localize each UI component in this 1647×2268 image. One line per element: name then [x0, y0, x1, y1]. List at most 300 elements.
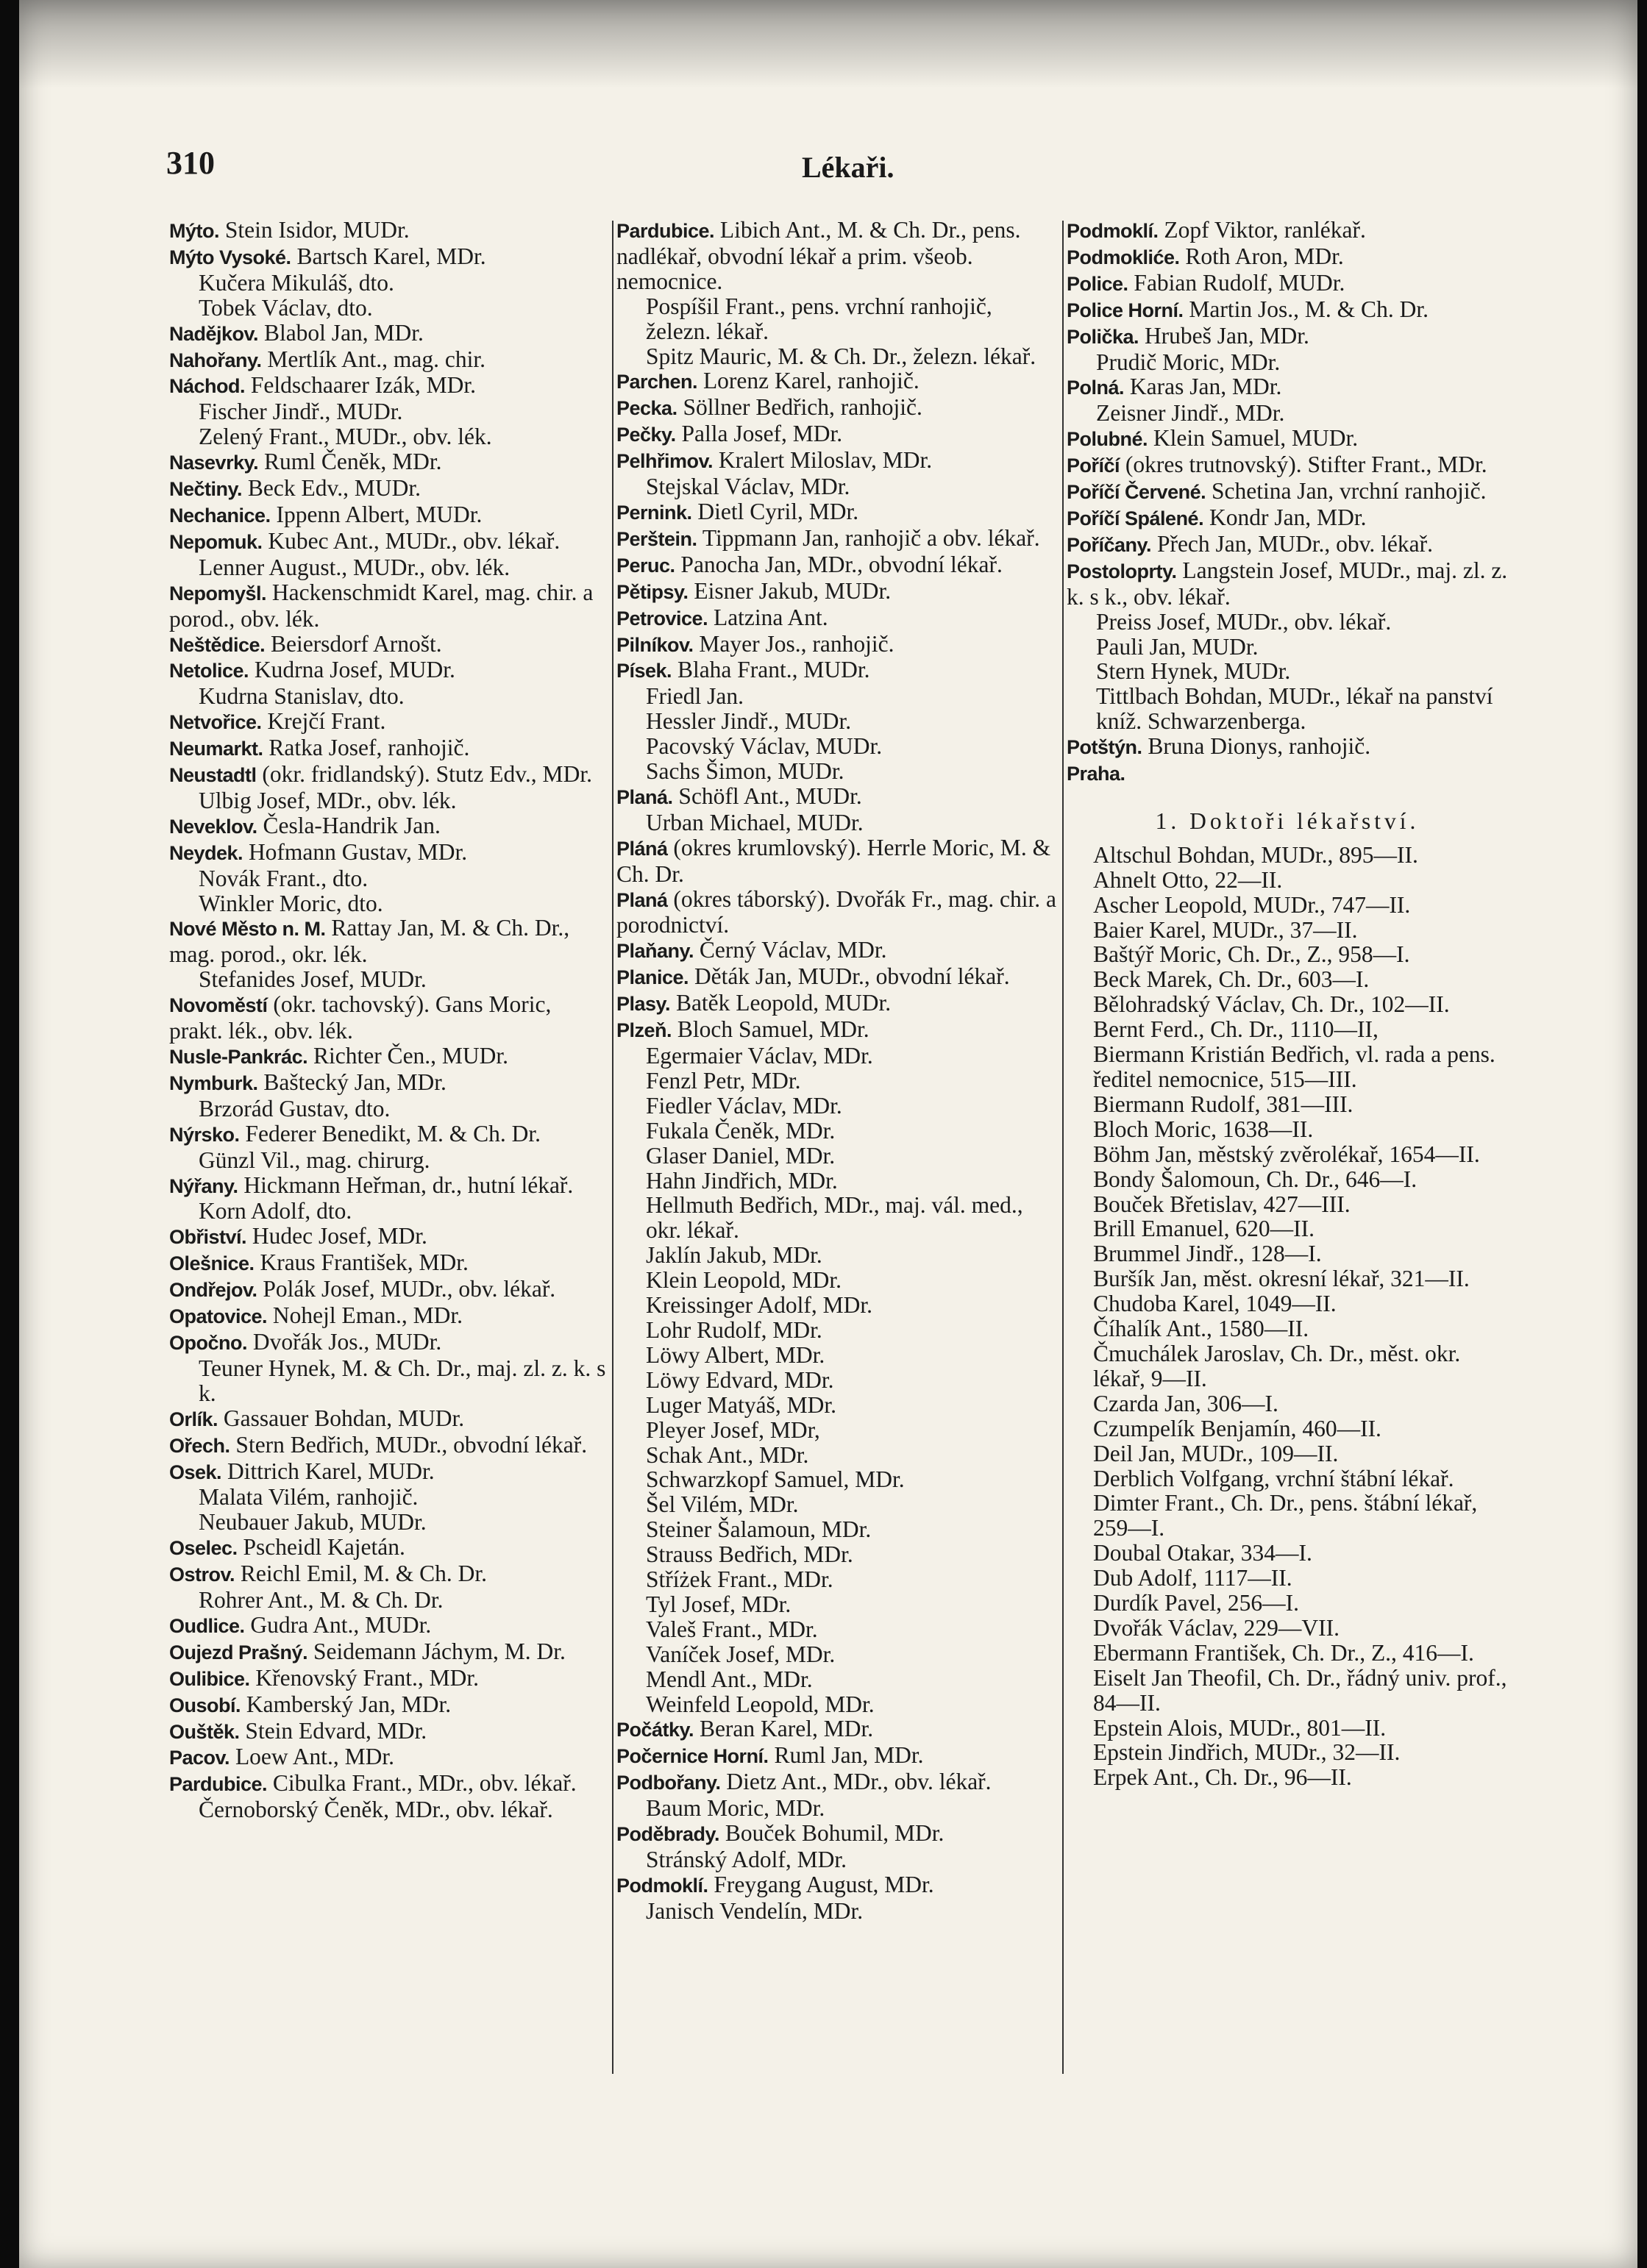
entry-text: (okr. fridlandský). Stutz Edv., MDr.	[262, 761, 592, 788]
entry-text: Zelený Frant., MUDr., obv. lék.	[199, 424, 492, 450]
entry-text: Schak Ant., MDr.	[646, 1441, 809, 1468]
place-name: Pelhřimov.	[616, 450, 714, 473]
place-name: Podmoklí.	[1067, 220, 1159, 242]
directory-entry	[1067, 479, 1508, 505]
directory-entry	[616, 709, 1058, 734]
entry-text: (okr. tachovský). Gans Moric, prakt. lék., obv. lék.	[169, 991, 552, 1044]
entry-text: Brzorád Gustav, dto.	[199, 1095, 391, 1121]
praha-entry: Bělohradský Václav, Ch. Dr., 102—II.	[1093, 991, 1450, 1018]
entry-text: (okres trutnovský). Stifter Frant., MDr.	[1125, 452, 1487, 478]
place-name: Plzeň.	[616, 1019, 672, 1042]
praha-entry: Ascher Leopold, MUDr., 747—II.	[1093, 891, 1411, 918]
entry-text: Freygang August, MDr.	[714, 1871, 934, 1897]
directory-entry	[616, 1169, 1058, 1194]
entry-text: Pospíšil Frant., pens. vrchní ranhojič, železn. lékař.	[646, 293, 992, 344]
entry-text: Pauli Jan, MUDr.	[1096, 633, 1259, 660]
directory-entry	[616, 421, 1058, 448]
directory-entry	[616, 784, 1058, 810]
place-name: Nasevrky.	[169, 452, 259, 474]
praha-entry: Epstein Alois, MUDr., 801—II.	[1093, 1714, 1387, 1741]
praha-entry: Chudoba Karel, 1049—II.	[1093, 1291, 1337, 1317]
praha-entry: Erpek Ant., Ch. Dr., 96—II.	[1093, 1764, 1352, 1791]
directory-entry	[169, 1250, 608, 1277]
column-divider	[1062, 221, 1064, 2074]
entry-text: Friedl Jan.	[646, 683, 744, 710]
directory-entry	[616, 1418, 1058, 1443]
place-name: Olešnice.	[169, 1252, 255, 1275]
entry-text: Nohejl Eman., MDr.	[272, 1302, 463, 1329]
entry-text: Zeisner Jindř., MDr.	[1096, 400, 1285, 427]
directory-entry	[616, 1268, 1058, 1293]
entry-text: Löwy Albert, MDr.	[646, 1341, 825, 1368]
directory-entry	[616, 1796, 1058, 1821]
directory-entry	[1067, 659, 1508, 684]
directory-entry	[1067, 684, 1508, 734]
directory-entry	[616, 526, 1058, 552]
directory-entry	[616, 1318, 1058, 1343]
directory-entry	[616, 1642, 1058, 1667]
place-name: Oulibice.	[169, 1667, 250, 1690]
entry-text: Bloch Samuel, MDr.	[677, 1016, 869, 1043]
place-name: Oudlice.	[169, 1614, 245, 1637]
place-name: Pláná	[616, 837, 668, 860]
praha-entry: Altschul Bohdan, MUDr., 895—II.	[1093, 841, 1418, 868]
place-name: Podmokliće.	[1067, 246, 1180, 268]
directory-entry	[169, 1797, 608, 1822]
directory-entry	[1067, 297, 1508, 324]
entry-text: Pacovský Václav, MUDr.	[646, 733, 883, 760]
directory-entry	[169, 271, 608, 296]
directory-entry	[169, 1744, 608, 1771]
directory-entry	[169, 632, 608, 658]
place-name: Praha.	[1067, 763, 1125, 785]
directory-entry	[616, 294, 1058, 344]
directory-entry	[616, 1017, 1058, 1044]
directory-entry	[169, 1535, 608, 1561]
entry-text: Baum Moric, MDr.	[646, 1795, 825, 1822]
directory-entry	[169, 788, 608, 813]
directory-entry	[616, 810, 1058, 835]
directory-entry	[616, 1769, 1058, 1796]
place-name: Neveklov.	[169, 815, 257, 838]
directory-entry	[1067, 244, 1508, 271]
place-name: Mýto Vysoké.	[169, 246, 291, 268]
directory-entry	[169, 813, 608, 840]
place-name: Podmoklí.	[616, 1874, 708, 1897]
praha-entry: Biermann Rudolf, 381—III.	[1093, 1091, 1353, 1117]
place-name: Pětipsy.	[616, 580, 689, 603]
place-name: Polička.	[1067, 325, 1139, 348]
directory-entry	[169, 1303, 608, 1330]
section-heading: 1. Doktoři lékařství.	[1155, 807, 1420, 834]
praha-entry: Baštýř Moric, Ch. Dr., Z., 958—I.	[1093, 941, 1410, 968]
entry-text: Schöfl Ant., MUDr.	[678, 782, 862, 809]
place-name: Nečtiny.	[169, 478, 243, 501]
entry-text: Dittrich Karel, MUDr.	[227, 1458, 435, 1484]
place-name: Nusle-Pankrác.	[169, 1046, 308, 1068]
directory-entry	[169, 555, 608, 580]
place-name: Neumarkt.	[169, 738, 263, 760]
praha-entry: Ebermann František, Ch. Dr., Z., 416—I.	[1093, 1639, 1474, 1666]
directory-entry	[616, 1692, 1058, 1717]
place-name: Pečky.	[616, 424, 676, 446]
entry-text: Stern Bedřich, MUDr., obvodní lékař.	[235, 1431, 588, 1458]
directory-entry	[169, 1044, 608, 1070]
entry-text: Feldschaarer Izák, MDr.	[250, 372, 477, 399]
entry-text: Panocha Jan, MDr., obvodní lékař.	[680, 551, 1003, 577]
directory-entry	[616, 1617, 1058, 1642]
directory-entry	[169, 1148, 608, 1173]
directory-entry	[616, 1743, 1058, 1769]
praha-entry: Biermann Kristián Bedřich, vl. rada a pens. ředitel nemocnice, 515—III.	[1093, 1041, 1495, 1092]
directory-entry	[169, 1121, 608, 1148]
place-name: Planá	[616, 888, 668, 911]
directory-entry	[169, 1173, 608, 1199]
entry-text: Fischer Jindř., MUDr.	[199, 399, 403, 425]
praha-entry: Deil Jan, MUDr., 109—II.	[1093, 1440, 1339, 1466]
directory-entry	[169, 967, 608, 992]
directory-entry	[169, 1692, 608, 1719]
place-name: Nechanice.	[169, 504, 271, 527]
directory-entry	[1067, 350, 1508, 375]
directory-entry	[616, 499, 1058, 526]
entry-text: Rattay Jan, M. & Ch. Dr., mag. porod., okr. lék.	[169, 915, 570, 968]
directory-entry	[169, 502, 608, 529]
entry-text: Děták Jan, MUDr., obvodní lékař.	[694, 963, 1010, 990]
entry-text: Gudra Ant., MUDr.	[250, 1611, 432, 1638]
place-name: Pardubice.	[169, 1773, 268, 1796]
place-name: Mýto.	[169, 220, 219, 242]
entry-text: Zopf Viktor, ranlékař.	[1164, 217, 1366, 243]
entry-text: Janisch Vendelín, MDr.	[646, 1897, 864, 1924]
entry-text: Kučera Mikuláš, dto.	[199, 269, 394, 296]
directory-entry	[616, 1872, 1058, 1899]
entry-text: Kralert Miloslav, MDr.	[718, 447, 933, 474]
directory-entry	[169, 373, 608, 399]
directory-entry	[616, 1119, 1058, 1144]
place-name: Neydek.	[169, 841, 243, 864]
praha-entry: Brummel Jindř., 128—I.	[1093, 1241, 1322, 1267]
entry-text: Přech Jan, MUDr., obv. lékař.	[1156, 530, 1433, 557]
entry-text: Korn Adolf, dto.	[199, 1198, 352, 1224]
place-name: Oujezd Prašný.	[169, 1641, 308, 1663]
entry-text: Langstein Josef, MUDr., maj. zl. z. k. s k., obv. lékař.	[1067, 557, 1508, 610]
praha-entry: Dub Adolf, 1117—II.	[1093, 1565, 1292, 1591]
directory-entry	[616, 1193, 1058, 1243]
directory-entry	[1067, 532, 1508, 558]
entry-text: Fenzl Petr, MDr.	[646, 1067, 801, 1094]
directory-entry	[169, 684, 608, 709]
praha-entry: Ahnelt Otto, 22—II.	[1093, 866, 1283, 893]
place-name: Neustadtl	[169, 764, 257, 787]
entry-text: Lenner August., MUDr., obv. lék.	[199, 554, 511, 580]
place-name: Písek.	[616, 660, 672, 682]
place-name: Poříčí	[1067, 454, 1120, 477]
place-name: Pernink.	[616, 501, 692, 524]
directory-entry	[616, 1467, 1058, 1492]
place-name: Počernice Horní.	[616, 1745, 769, 1768]
place-name: Počátky.	[616, 1719, 694, 1741]
entry-text: Hofmann Gustav, MDr.	[248, 838, 468, 865]
directory-entry	[616, 1368, 1058, 1393]
place-name: Pardubice.	[616, 220, 715, 242]
entry-text: (okres táborský). Dvořák Fr., mag. chir. a porodnictví.	[616, 885, 1056, 938]
directory-entry	[616, 1044, 1058, 1069]
entry-text: Kraus František, MDr.	[260, 1249, 469, 1276]
directory-entry	[616, 218, 1058, 294]
directory-entry	[616, 1821, 1058, 1847]
praha-entry: Durdík Pavel, 256—I.	[1093, 1590, 1299, 1616]
directory-entry	[616, 964, 1058, 991]
place-name: Nýrsko.	[169, 1123, 240, 1146]
entry-text: Roth Aron, MDr.	[1185, 243, 1344, 269]
entry-text: Vaníček Josef, MDr.	[646, 1641, 836, 1667]
directory-entry	[169, 1356, 608, 1406]
entry-text: Jaklín Jakub, MDr.	[646, 1242, 822, 1269]
entry-text: Kreissinger Adolf, MDr.	[646, 1292, 872, 1319]
entry-text: Pleyer Josef, MDr,	[646, 1416, 820, 1443]
place-name: Obřiství.	[169, 1226, 247, 1249]
entry-text: Tippmann Jan, ranhojič a obv. lékař.	[702, 524, 1040, 551]
entry-text: Česla-Handrik Jan.	[263, 812, 441, 838]
directory-entry	[616, 1293, 1058, 1318]
entry-text: Löwy Edvard, MDr.	[646, 1366, 834, 1393]
entry-text: Hahn Jindřich, MDr.	[646, 1167, 838, 1194]
place-name: Nahořany.	[169, 349, 262, 371]
directory-entry	[616, 579, 1058, 605]
entry-text: Stefanides Josef, MUDr.	[199, 966, 427, 993]
entry-text: (okres krumlovský). Herrle Moric, M. & Ch. Dr.	[616, 834, 1051, 887]
directory-entry	[169, 1433, 608, 1459]
entry-text: Glaser Daniel, MDr.	[646, 1142, 836, 1169]
entry-text: Mertlík Ant., mag. chir.	[267, 346, 485, 372]
place-name: Planá.	[616, 785, 673, 808]
praha-entry: Bouček Břetislav, 427—III.	[1093, 1191, 1351, 1217]
directory-entry	[169, 1510, 608, 1535]
directory-entry	[616, 887, 1058, 938]
place-name: Poříčí Červené.	[1067, 481, 1206, 504]
entry-text: Dietl Cyril, MDr.	[697, 498, 859, 524]
entry-text: Strauss Bedřich, MDr.	[646, 1541, 853, 1568]
directory-entry	[169, 840, 608, 866]
column-1	[169, 218, 608, 1822]
entry-text: Seidemann Jáchym, M. Dr.	[313, 1638, 566, 1664]
entry-text: Bartsch Karel, MDr.	[296, 243, 486, 269]
entry-text: Kamberský Jan, MDr.	[246, 1691, 452, 1717]
directory-entry	[169, 1639, 608, 1666]
entry-text: Tyl Josef, MDr.	[646, 1591, 792, 1617]
entry-text: Stein Edvard, MDr.	[245, 1717, 427, 1744]
entry-text: Tittlbach Bohdan, MUDr., lékař na panství kníž. Schwarzenberga.	[1096, 683, 1493, 735]
directory-entry	[169, 1666, 608, 1692]
praha-entry: Dvořák Václav, 229—VII.	[1093, 1614, 1340, 1641]
place-name: Ostrov.	[169, 1563, 235, 1586]
directory-entry	[616, 991, 1058, 1017]
place-name: Pilníkov.	[616, 633, 694, 656]
entry-text: Karas Jan, MDr.	[1129, 374, 1282, 400]
entry-text: Lohr Rudolf, MDr.	[646, 1316, 822, 1343]
place-name: Poříčí Spálené.	[1067, 507, 1204, 529]
directory-entry	[169, 891, 608, 916]
column-divider	[612, 221, 613, 2074]
directory-entry	[169, 296, 608, 321]
directory-entry	[169, 762, 608, 788]
entry-text: Egermaier Václav, MDr.	[646, 1043, 873, 1069]
entry-text: Hessler Jindř., MUDr.	[646, 708, 852, 735]
entry-text: Sachs Šimon, MUDr.	[646, 758, 844, 785]
entry-text: Ruml Čeněk, MDr.	[263, 449, 442, 475]
entry-text: Krejčí Frant.	[267, 708, 386, 735]
entry-text: Lorenz Karel, ranhojič.	[702, 368, 919, 394]
directory-entry	[1067, 760, 1508, 787]
directory-entry	[616, 684, 1058, 709]
entry-text: Beiersdorf Arnošt.	[270, 630, 442, 657]
entry-text: Cibulka Frant., MDr., obv. lékař.	[272, 1770, 577, 1797]
entry-text: Kudrna Josef, MUDr.	[254, 657, 455, 683]
entry-text: Kubec Ant., MUDr., obv. lékař.	[268, 527, 561, 554]
directory-entry	[169, 1330, 608, 1356]
directory-entry	[1067, 374, 1508, 401]
entry-text: Hellmuth Bedřich, MDr., maj. vál. med., okr. lékař.	[646, 1192, 1023, 1244]
entry-text: Mayer Jos., ranhojič.	[699, 630, 894, 657]
directory-entry	[616, 1667, 1058, 1692]
directory-entry	[616, 657, 1058, 684]
directory-entry	[616, 344, 1058, 369]
column-2	[616, 218, 1058, 1924]
directory-entry	[169, 1199, 608, 1224]
praha-entry: Čmuchálek Jaroslav, Ch. Dr., měst. okr. lékař, 9—II.	[1093, 1340, 1461, 1391]
entry-text: Günzl Vil., mag. chirurg.	[199, 1147, 430, 1173]
directory-entry	[169, 1070, 608, 1096]
entry-text: Spitz Mauric, M. & Ch. Dr., železn. lékař.	[646, 343, 1036, 369]
directory-entry	[169, 866, 608, 891]
entry-text: Hrubeš Jan, MDr.	[1144, 322, 1309, 349]
entry-text: Ulbig Josef, MDr., obv. lék.	[199, 787, 457, 813]
praha-entry: Bondy Šalomoun, Ch. Dr., 646—I.	[1093, 1166, 1417, 1192]
place-name: Potštýn.	[1067, 736, 1142, 759]
directory-entry	[169, 1277, 608, 1303]
entry-text: Hickmann Heřman, dr., hutní lékař.	[243, 1172, 574, 1198]
place-name: Opatovice.	[169, 1305, 268, 1328]
page-number: 310	[166, 145, 215, 181]
entry-text: Bouček Bohumil, MDr.	[725, 1820, 945, 1847]
entry-text: Steiner Šalamoun, MDr.	[646, 1516, 872, 1543]
directory-entry	[169, 1406, 608, 1433]
entry-text: Stříżek Frant., MDr.	[646, 1566, 833, 1593]
praha-entry: Derblich Volfgang, vrchní štábní lékař.	[1093, 1465, 1454, 1491]
directory-entry	[616, 1343, 1058, 1368]
directory-entry	[169, 476, 608, 502]
entry-text: Teuner Hynek, M. & Ch. Dr., maj. zl. z. k. s k.	[199, 1355, 606, 1406]
entry-text: Hudec Josef, MDr.	[252, 1223, 427, 1249]
place-name: Police Horní.	[1067, 299, 1184, 321]
directory-entry	[1067, 426, 1508, 452]
directory-entry	[616, 1393, 1058, 1418]
entry-text: Eisner Jakub, MUDr.	[694, 577, 892, 604]
place-name: Osek.	[169, 1461, 222, 1483]
column-3	[1067, 218, 1508, 1790]
praha-entry: Doubal Otakar, 334—I.	[1093, 1540, 1312, 1566]
entry-text: Schwarzkopf Samuel, MDr.	[646, 1466, 905, 1493]
directory-entry	[169, 1224, 608, 1250]
place-name: Ousobí.	[169, 1694, 241, 1716]
place-name: Ořech.	[169, 1434, 230, 1457]
entry-text: Palla Josef, MDr.	[681, 421, 843, 447]
directory-entry	[169, 735, 608, 762]
directory-entry	[616, 1847, 1058, 1872]
entry-text: Schetina Jan, vrchní ranhojič.	[1211, 478, 1487, 504]
entry-text: Šel Vilém, MDr.	[646, 1491, 799, 1518]
entry-text: Fiedler Václav, MDr.	[646, 1092, 842, 1119]
entry-text: Beck Edv., MUDr.	[247, 475, 421, 502]
entry-text: Mendl Ant., MDr.	[646, 1666, 813, 1692]
directory-entry	[1067, 324, 1508, 350]
praha-entry: Bernt Ferd., Ch. Dr., 1110—II,	[1093, 1016, 1379, 1043]
entry-text: Ippenn Albert, MUDr.	[276, 501, 483, 527]
praha-list	[1067, 843, 1508, 1790]
directory-entry	[616, 1542, 1058, 1567]
entry-text: Richter Čen., MUDr.	[313, 1043, 509, 1069]
directory-entry	[169, 449, 608, 476]
place-name: Podbořany.	[616, 1772, 721, 1794]
directory-entry	[616, 1899, 1058, 1924]
entry-text: Malata Vilém, ranhojič.	[199, 1484, 419, 1511]
place-name: Pecka.	[616, 397, 677, 420]
page-title: Lékaři.	[802, 151, 894, 184]
place-name: Peruc.	[616, 554, 675, 577]
directory-entry	[169, 1719, 608, 1745]
directory-entry	[169, 244, 608, 271]
directory-entry	[169, 580, 608, 632]
directory-entry	[616, 835, 1058, 887]
directory-entry	[169, 1588, 608, 1613]
entry-text: Loew Ant., MDr.	[235, 1744, 395, 1770]
praha-entry: Baier Karel, MUDr., 37—II.	[1093, 916, 1358, 943]
directory-entry	[169, 1771, 608, 1797]
entry-text: Klein Samuel, MUDr.	[1153, 425, 1359, 452]
directory-entry	[169, 218, 608, 244]
place-name: Nepomuk.	[169, 530, 263, 553]
place-name: Neštědice.	[169, 633, 266, 656]
directory-entry	[169, 399, 608, 424]
entry-text: Stein Isidor, MUDr.	[224, 217, 410, 243]
entry-text: Beran Karel, MDr.	[699, 1716, 874, 1742]
place-name: Parchen.	[616, 371, 698, 393]
directory-entry	[169, 1096, 608, 1121]
directory-entry	[169, 992, 608, 1044]
directory-entry	[169, 709, 608, 735]
entry-text: Pscheidl Kajetán.	[243, 1534, 405, 1561]
entry-text: Fukala Čeněk, MDr.	[646, 1117, 836, 1144]
directory-entry	[1067, 505, 1508, 532]
entry-text: Klein Leopold, MDr.	[646, 1267, 842, 1294]
directory-entry	[616, 1069, 1058, 1094]
directory-entry	[616, 759, 1058, 784]
place-name: Polubné.	[1067, 428, 1148, 451]
praha-entry: Buršík Jan, měst. okresní lékař, 321—II.	[1093, 1266, 1470, 1292]
entry-text: Söllner Bedřich, ranhojič.	[683, 394, 922, 421]
directory-entry	[169, 1459, 608, 1486]
entry-text: Neubauer Jakub, MUDr.	[199, 1509, 427, 1536]
entry-text: Ratka Josef, ranhojič.	[268, 735, 470, 761]
place-name: Plaňany.	[616, 940, 694, 963]
entry-text: Černoborský Čeněk, MDr., obv. lékař.	[199, 1797, 553, 1823]
entry-text: Preiss Josef, MUDr., obv. lékař.	[1096, 608, 1392, 635]
directory-entry	[616, 395, 1058, 421]
directory-entry	[1067, 558, 1508, 610]
entry-text: Fabian Rudolf, MUDr.	[1134, 269, 1345, 296]
entry-text: Kudrna Stanislav, dto.	[199, 683, 405, 710]
